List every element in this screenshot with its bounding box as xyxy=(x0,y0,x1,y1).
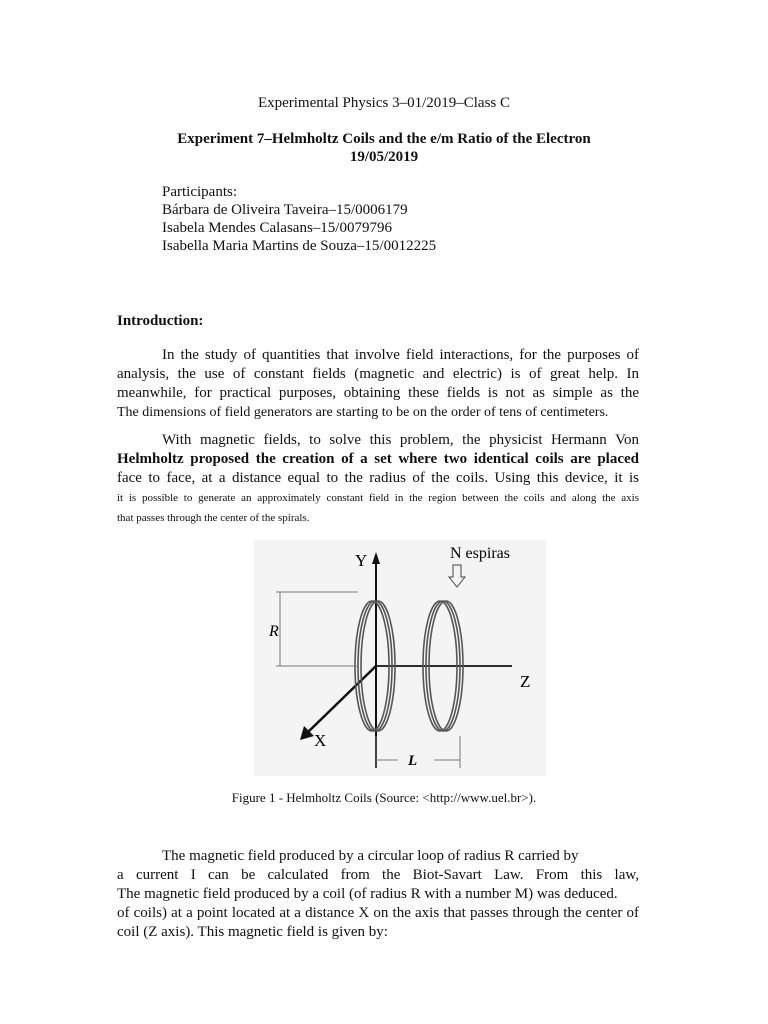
introduction-heading: Introduction: xyxy=(117,313,204,329)
paragraph-line: With magnetic fields, to solve this problem, the physicist Hermann Von xyxy=(162,432,639,448)
helmholtz-diagram xyxy=(254,540,546,776)
turns-label: N espiras xyxy=(450,545,510,562)
figure-background xyxy=(254,540,546,776)
z-axis-label: Z xyxy=(520,672,531,691)
paragraph-line: The dimensions of field generators are starting to be on the order of tens of centimeters. xyxy=(117,405,609,420)
participants-label: Participants: xyxy=(162,184,237,200)
y-axis-label: Y xyxy=(355,551,368,570)
intro-paragraph-2 xyxy=(117,431,639,528)
paragraph-line-bold: Helmholtz proposed the creation of a set where two identical coils are placed xyxy=(117,451,639,467)
course-title: Experimental Physics 3–01/2019–Class C xyxy=(257,95,511,111)
participants-block xyxy=(162,183,436,255)
experiment-title: Experiment 7–Helmholtz Coils and the e/m Ratio of the Electron xyxy=(177,131,591,147)
paragraph-line: a current I can be calculated from the Biot-Savart Law. From this law, xyxy=(117,867,639,883)
paragraph-line: In the study of quantities that involve field interactions, for the purposes of xyxy=(162,347,639,363)
paragraph-line: The magnetic field produced by a circular loop of radius R carried by xyxy=(162,848,579,864)
helmholtz-coils-figure xyxy=(254,540,546,776)
paragraph-line: analysis, the use of constant fields (magnetic and electric) is of great help. In xyxy=(117,366,639,382)
participant-name: Bárbara de Oliveira Taveira–15/0006179 xyxy=(162,202,408,218)
participant-name: Isabela Mendes Calasans–15/0079796 xyxy=(162,220,392,236)
intro-paragraph-3 xyxy=(117,847,639,942)
figure-caption: Figure 1 - Helmholtz Coils (Source: <http://www.uel.br>). xyxy=(231,790,537,805)
paragraph-line-small: it is possible to generate an approximately constant field in the region between the coils and along the axis xyxy=(117,492,639,504)
paragraph-line: of coils) at a point located at a distance X on the axis that passes through the center of xyxy=(117,905,639,921)
paragraph-line: meanwhile, for practical purposes, obtaining these fields is not as simple as the xyxy=(117,385,639,401)
paragraph-line-small: that passes through the center of the spirals. xyxy=(117,512,310,524)
paragraph-line: The magnetic field produced by a coil (of radius R with a number M) was deduced. xyxy=(117,886,618,902)
paragraph-line: coil (Z axis). This magnetic field is given by: xyxy=(117,924,388,940)
x-axis-label: X xyxy=(314,731,327,750)
intro-paragraph-1 xyxy=(117,346,639,422)
participant-name: Isabella Maria Martins de Souza–15/0012225 xyxy=(162,238,437,254)
distance-label: L xyxy=(408,753,418,769)
paragraph-line: face to face, at a distance equal to the radius of the coils. Using this device, it is xyxy=(117,470,639,486)
radius-label: R xyxy=(269,623,279,640)
experiment-date: 19/05/2019 xyxy=(349,149,419,165)
